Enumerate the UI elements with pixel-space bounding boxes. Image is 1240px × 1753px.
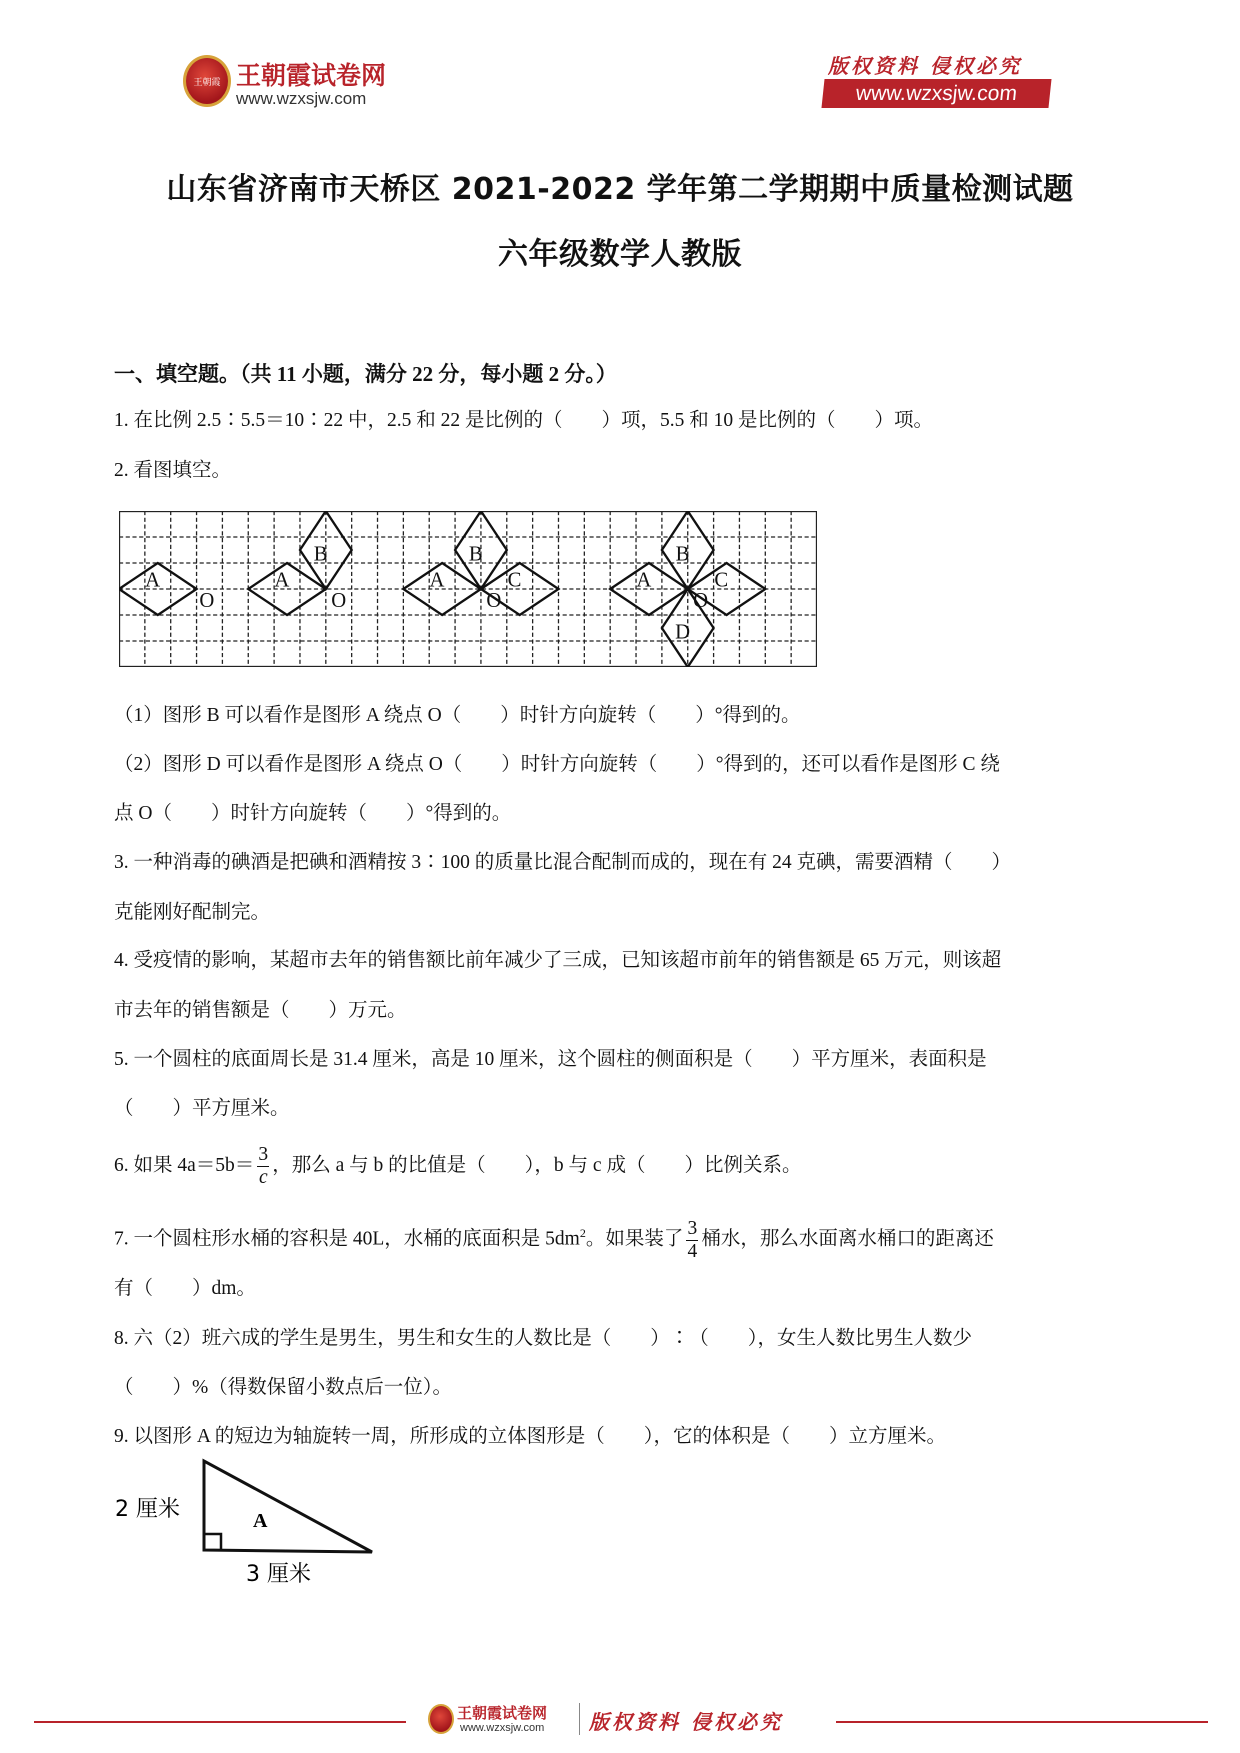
copyright-url-banner[interactable]: www.wzxsjw.com (821, 79, 1051, 108)
label-a: A (274, 569, 290, 592)
question-7 (114, 1205, 994, 1268)
brand-url[interactable]: www.wzxsjw.com (236, 89, 367, 108)
footer-divider-right (836, 1721, 1208, 1723)
question-2-part-2: （2）图形 D 可以看作是图形 A 绕点 O（ ）时针方向旋转（ ）°得到的，还可以看作是图形 C 绕 (114, 754, 1000, 775)
question-8: 8. 六（2）班六成的学生是男生，男生和女生的人数比是（ ）∶（ ），女生人数比男生人数少 (114, 1328, 973, 1349)
label-o: O (199, 590, 215, 613)
question-4: 4. 受疫情的影响，某超市去年的销售额比前年减少了三成，已知该超市前年的销售额是 65 万元，则该超 (114, 950, 1002, 971)
footer-copyright: 版权资料 侵权必究 (589, 1710, 783, 1734)
shape-label: A (253, 1510, 268, 1532)
footer-seal-logo (428, 1704, 454, 1734)
label-c: C (714, 569, 729, 592)
question-8-cont: （ ）%（得数保留小数点后一位）。 (114, 1377, 452, 1398)
footer-brand-url[interactable]: www.wzxsjw.com (460, 1722, 545, 1734)
question-1: 1. 在比例 2.5∶5.5＝10∶22 中，2.5 和 22 是比例的（ ）项，5.5 和 10 是比例的（ ）项。 (114, 410, 934, 431)
q6-text: ，那么 a 与 b 的比值是（ ），b 与 c 成（ ）比例关系。 (272, 1155, 802, 1176)
triangle-a (204, 1461, 372, 1552)
fraction-3-over-c (257, 1144, 269, 1189)
seal-text: 王朝霞 (193, 76, 221, 87)
label-b: B (313, 543, 328, 566)
question-2: 2. 看图填空。 (114, 460, 232, 481)
question-4-cont: 市去年的销售额是（ ）万元。 (114, 1000, 407, 1021)
brand-seal-logo (183, 55, 231, 107)
label-o: O (486, 590, 502, 613)
label-a: A (429, 569, 445, 592)
rotation-grid-figure (119, 511, 817, 667)
footer-separator (579, 1703, 580, 1735)
question-3: 3. 一种消毒的碘酒是把碘和酒精按 3∶100 的质量比混合配制而成的，现在有 24 克碘，需要酒精（ ） (114, 852, 1012, 873)
q6-text: 6. 如果 4a＝5b＝ (114, 1155, 255, 1176)
q7-text: 7. 一个圆柱形水桶的容积是 40L，水桶的底面积是 5dm (114, 1228, 580, 1250)
base-label: 3 厘米 (246, 1562, 311, 1587)
fraction-3-over-4 (686, 1218, 698, 1263)
question-5-cont: （ ）平方厘米。 (114, 1098, 290, 1119)
section-heading: 一、填空题。（共 11 小题，满分 22 分，每小题 2 分。） (114, 362, 617, 386)
question-2-part-2-cont: 点 O（ ）时针方向旋转（ ）°得到的。 (114, 803, 512, 824)
grid-lines (119, 511, 817, 667)
label-a: A (145, 569, 161, 592)
superscript: 2 (579, 1226, 586, 1240)
side-label: 2 厘米 (115, 1497, 180, 1522)
label-o: O (331, 590, 347, 613)
q7-text: 桶水，那么水面离水桶口的距离还 (701, 1228, 994, 1250)
right-triangle-figure (110, 1455, 390, 1595)
question-3-cont: 克能刚好配制完。 (114, 902, 271, 923)
copyright-notice: 版权资料 侵权必究 (828, 54, 1022, 78)
right-angle-mark (204, 1534, 221, 1550)
document-title: 山东省济南市天桥区 2021-2022 学年第二学期期中质量检测试题 (166, 172, 1074, 207)
question-9: 9. 以图形 A 的短边为轴旋转一周，所形成的立体图形是（ ），它的体积是（ ）立方厘米。 (114, 1426, 947, 1447)
document-subtitle: 六年级数学人教版 (498, 237, 742, 272)
label-d: D (675, 621, 691, 644)
label-o: O (693, 590, 709, 613)
question-2-part-1: （1）图形 B 可以看作是图形 A 绕点 O（ ）时针方向旋转（ ）°得到的。 (114, 705, 801, 726)
label-c: C (507, 569, 522, 592)
footer-brand-name: 王朝霞试卷网 (457, 1704, 548, 1722)
numerator: 3 (687, 1217, 698, 1239)
denominator: c (258, 1167, 268, 1189)
label-a: A (636, 569, 652, 592)
footer-divider-left (34, 1721, 406, 1723)
question-5: 5. 一个圆柱的底面周长是 31.4 厘米，高是 10 厘米，这个圆柱的侧面积是（ ）平方厘米，表面积是 (114, 1049, 987, 1070)
label-b: B (675, 543, 690, 566)
question-6 (114, 1138, 801, 1194)
label-b: B (468, 543, 483, 566)
denominator: 4 (687, 1240, 698, 1262)
question-7-cont: 有（ ）dm。 (114, 1278, 256, 1299)
numerator: 3 (258, 1144, 269, 1166)
q7-text: 。如果装了 (585, 1228, 684, 1250)
brand-name: 王朝霞试卷网 (236, 61, 387, 90)
